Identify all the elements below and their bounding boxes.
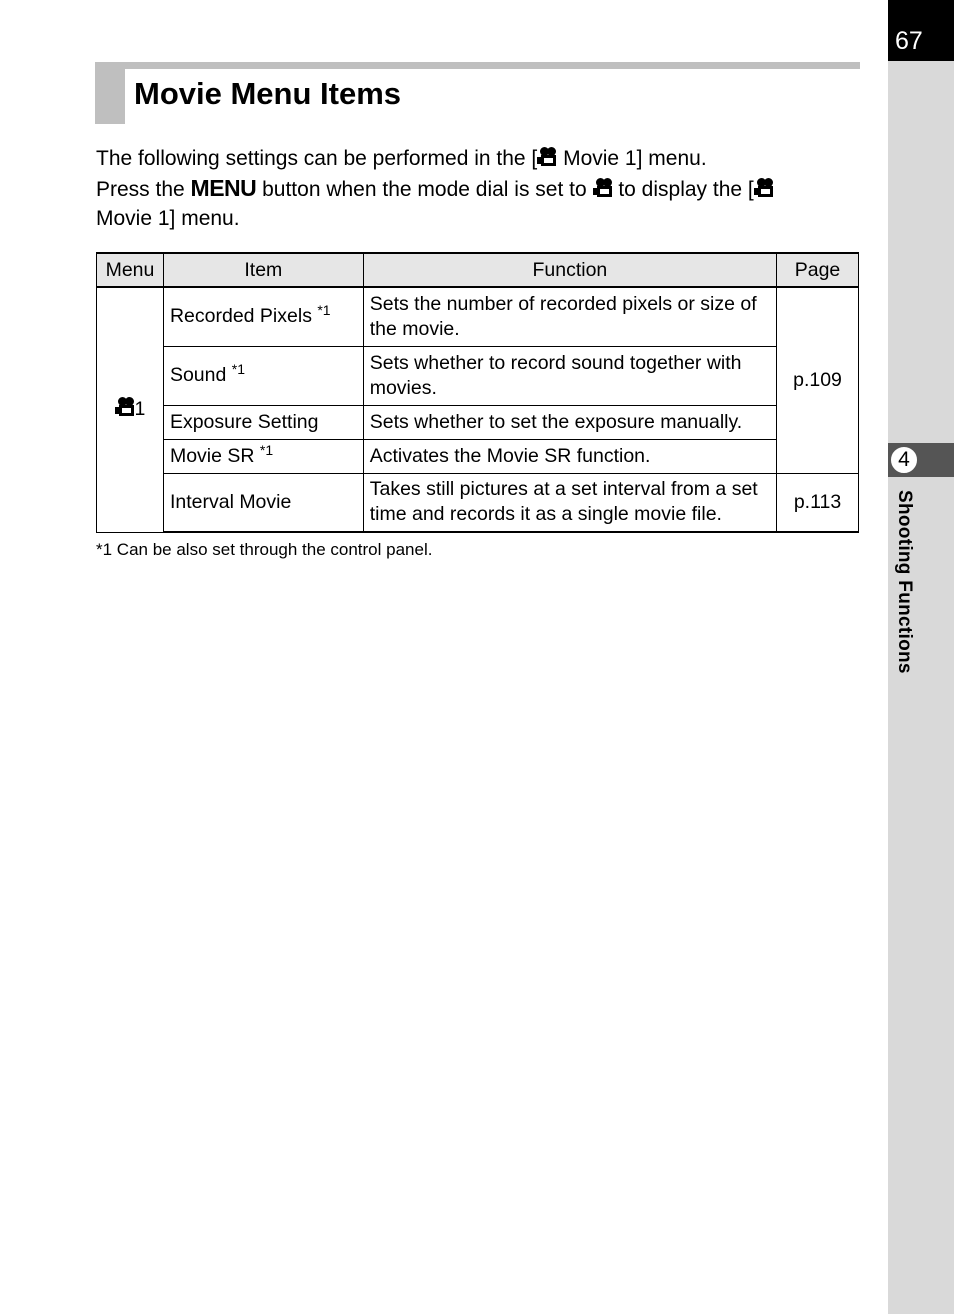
table-row — [97, 346, 859, 405]
item-cell — [163, 405, 363, 439]
footnote-ref: *1 — [259, 441, 274, 458]
table-row — [97, 405, 859, 439]
footnote-ref: *1 — [317, 302, 331, 319]
movie-camera-icon — [593, 178, 613, 198]
item-cell — [163, 346, 363, 405]
header-menu: Menu — [97, 253, 164, 287]
movie-camera-icon — [115, 397, 135, 417]
page-number: 67 — [895, 27, 923, 55]
intro-text: to display the [ — [612, 177, 754, 201]
movie-camera-icon — [754, 178, 774, 198]
item-name: Exposure Setting — [169, 410, 319, 433]
movie-menu-table — [96, 252, 859, 533]
header-page: Page — [777, 253, 859, 287]
title-rule — [95, 62, 860, 69]
chapter-number: 4 — [898, 448, 910, 471]
intro-paragraph — [96, 144, 866, 234]
footnote: *1 Can be also set through the control panel. — [96, 540, 433, 559]
item-cell — [163, 439, 363, 473]
item-name: Sound — [169, 364, 227, 386]
table-row — [97, 287, 859, 346]
item-cell — [163, 473, 363, 532]
item-name: Recorded Pixels — [169, 305, 312, 328]
title-block — [95, 62, 125, 124]
function-cell: Activates the Movie SR function. — [363, 439, 776, 473]
menu-number: 1 — [134, 398, 146, 421]
function-cell: Sets the number of recorded pixels or size of the movie. — [363, 287, 776, 346]
page-cell: p.109 — [777, 287, 859, 473]
intro-text: Movie 1] menu. — [96, 207, 240, 230]
menu-button-label: MENU — [190, 174, 257, 201]
page-title: Movie Menu Items — [134, 76, 401, 111]
item-name: Interval Movie — [169, 490, 292, 513]
function-cell: Sets whether to record sound together with movies. — [363, 346, 776, 405]
item-name: Movie SR — [169, 444, 255, 467]
intro-text: The following settings can be performed in the [ — [96, 147, 538, 170]
intro-text: Movie 1] menu. — [557, 147, 707, 170]
function-cell: Sets whether to set the exposure manually. — [363, 405, 776, 439]
chapter-title: Shooting Functions — [894, 490, 915, 674]
table-row — [97, 473, 859, 532]
table-row — [97, 439, 859, 473]
movie-camera-icon — [537, 147, 557, 167]
page-cell: p.113 — [777, 473, 859, 532]
menu-cell — [97, 287, 164, 532]
item-cell — [163, 287, 363, 346]
header-item: Item — [163, 253, 363, 287]
table-header-row — [97, 253, 859, 287]
header-function: Function — [363, 253, 776, 287]
intro-text: button when the mode dial is set to — [256, 177, 593, 201]
intro-text: Press the — [96, 177, 191, 201]
function-cell: Takes still pictures at a set interval from a set time and records it as a single movie file. — [363, 473, 776, 532]
footnote-ref: *1 — [231, 361, 245, 377]
